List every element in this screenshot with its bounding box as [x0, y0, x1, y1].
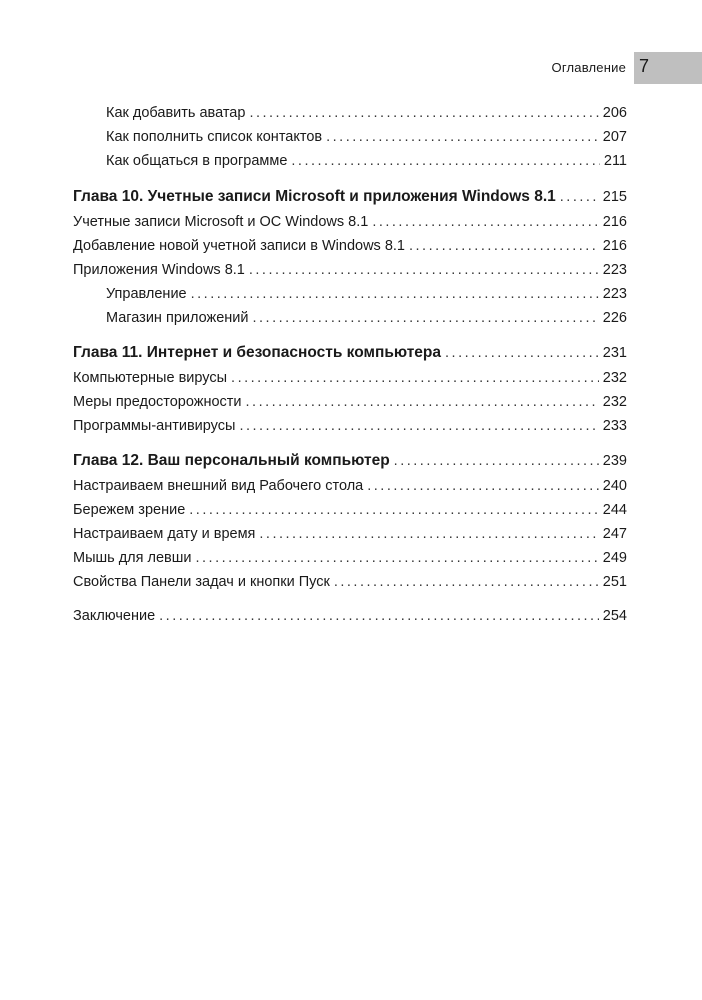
- toc-entry: [73, 282, 627, 306]
- toc-entry: [73, 522, 627, 546]
- toc-entry-title: Программы-антивирусы: [73, 418, 236, 434]
- toc-entry-title: Настраиваем внешний вид Рабочего стола: [73, 478, 364, 494]
- toc-entry-page: 207: [602, 129, 627, 145]
- toc-entry-title: Учетные записи Microsoft и ОС Windows 8.1: [73, 214, 369, 230]
- toc-entry-title: Настраиваем дату и время: [73, 526, 256, 542]
- toc-entry-title: Как общаться в программе: [106, 153, 288, 169]
- toc-leader-dots: [252, 306, 598, 330]
- toc-leader-dots: [372, 210, 598, 234]
- toc-entry-title: Свойства Панели задач и кнопки Пуск: [73, 574, 330, 590]
- toc-entry: [73, 498, 627, 522]
- toc-leader-dots: [259, 522, 598, 546]
- toc-entry-page: 223: [602, 286, 627, 302]
- toc-entry-title: Заключение: [73, 608, 156, 624]
- toc-leader-dots: [367, 474, 599, 498]
- toc-entry-page: 247: [602, 526, 627, 542]
- toc-entry-title: Магазин приложений: [106, 310, 249, 326]
- page-number: 7: [639, 56, 650, 76]
- toc-leader-dots: [231, 366, 599, 390]
- table-of-contents: [73, 101, 627, 628]
- toc-entry-title: Добавление новой учетной записи в Windows 8.1: [73, 238, 405, 254]
- toc-entry-page: 223: [602, 262, 627, 278]
- toc-entry: [73, 306, 627, 330]
- chapter-page: 239: [602, 453, 627, 469]
- toc-leader-dots: [239, 414, 598, 438]
- toc-entry: [73, 366, 627, 390]
- toc-entry: [73, 570, 627, 594]
- chapter-title: Глава 12. Ваш персональный компьютер: [73, 452, 390, 469]
- toc-leader-dots: [159, 604, 599, 628]
- section-title: Оглавление: [551, 60, 626, 75]
- toc-chapter-10: [73, 184, 627, 210]
- chapter-title: Глава 10. Учетные записи Microsoft и приложения Windows 8.1: [73, 188, 556, 205]
- chapter-page: 231: [602, 345, 627, 361]
- toc-leader-dots: [191, 282, 599, 306]
- toc-entry-page: 240: [602, 478, 627, 494]
- toc-entry-page: 232: [602, 370, 627, 386]
- toc-entry: [73, 474, 627, 498]
- toc-leader-dots: [249, 101, 598, 125]
- toc-leader-dots: [445, 340, 599, 366]
- toc-entry-title: Как добавить аватар: [106, 105, 246, 121]
- toc-leader-dots: [394, 448, 599, 474]
- toc-entry-title: Мышь для левши: [73, 550, 192, 566]
- toc-entry-page: 251: [602, 574, 627, 590]
- toc-leader-dots: [246, 390, 599, 414]
- toc-chapter-11: [73, 340, 627, 366]
- running-header: [0, 52, 702, 84]
- toc-entry-page: 216: [602, 214, 627, 230]
- page-number-tab: [634, 52, 702, 84]
- toc-entry-title: Меры предосторожности: [73, 394, 242, 410]
- toc-conclusion: [73, 604, 627, 628]
- toc-leader-dots: [326, 125, 599, 149]
- toc-leader-dots: [334, 570, 599, 594]
- chapter-page: 215: [602, 189, 627, 205]
- toc-entry-page: 226: [602, 310, 627, 326]
- toc-entry-title: Как пополнить список контактов: [106, 129, 323, 145]
- chapter-title: Глава 11. Интернет и безопасность компьютера: [73, 344, 442, 361]
- toc-chapter-12: [73, 448, 627, 474]
- toc-entry: [73, 125, 627, 149]
- toc-leader-dots: [291, 149, 599, 173]
- toc-leader-dots: [249, 258, 599, 282]
- toc-entry-title: Компьютерные вирусы: [73, 370, 228, 386]
- toc-entry-title: Управление: [106, 286, 187, 302]
- toc-entry: [73, 546, 627, 570]
- toc-entry: [73, 210, 627, 234]
- toc-entry-page: 206: [602, 105, 627, 121]
- toc-entry: [73, 390, 627, 414]
- toc-leader-dots: [195, 546, 598, 570]
- toc-entry-page: 216: [602, 238, 627, 254]
- toc-entry: [73, 258, 627, 282]
- toc-entry-page: 244: [602, 502, 627, 518]
- toc-leader-dots: [560, 184, 599, 210]
- toc-entry-title: Приложения Windows 8.1: [73, 262, 245, 278]
- toc-leader-dots: [409, 234, 599, 258]
- toc-entry-page: 233: [602, 418, 627, 434]
- toc-entry: [73, 234, 627, 258]
- toc-entry-title: Бережем зрение: [73, 502, 186, 518]
- toc-entry-page: 211: [603, 153, 627, 169]
- toc-entry-page: 249: [602, 550, 627, 566]
- toc-entry: [73, 149, 627, 173]
- toc-entry: [73, 101, 627, 125]
- toc-entry-page: 254: [602, 608, 627, 624]
- toc-leader-dots: [189, 498, 599, 522]
- toc-entry: [73, 414, 627, 438]
- toc-entry-page: 232: [602, 394, 627, 410]
